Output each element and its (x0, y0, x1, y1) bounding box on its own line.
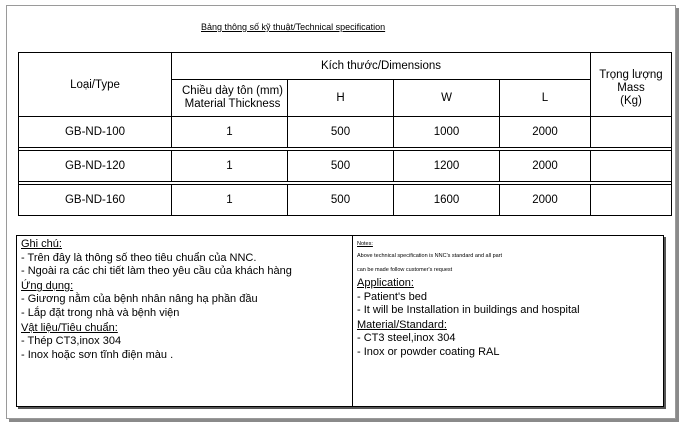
application-line-vi: - Lắp đặt trong nhà và bệnh viện (21, 306, 180, 319)
mass-header-line-2: Mass (617, 82, 645, 94)
material-heading-en: Material/Standard: (357, 318, 447, 331)
h-cell: 500 (288, 117, 394, 148)
material-line-en: - CT3 steel,inox 304 (357, 332, 456, 345)
h-cell: 500 (288, 185, 394, 216)
mass-header (591, 53, 672, 117)
mass-header-line-3: (Kg) (620, 95, 642, 107)
note-line-vi: - Trên đây là thông số theo tiêu chuẩn của NNC. (21, 251, 257, 264)
mass-cell (591, 151, 672, 182)
page-title: Bảng thông số kỹ thuật/Technical specification (201, 22, 386, 32)
type-cell: GB-ND-120 (19, 151, 172, 182)
type-cell: GB-ND-160 (19, 185, 172, 216)
thickness-cell: 1 (172, 117, 288, 148)
thickness-header-line-2: Material Thickness (184, 98, 281, 110)
note-line-en: Above technical specification is NNC's standard and all part (357, 253, 503, 259)
w-cell: 1600 (394, 185, 500, 216)
l-cell: 2000 (500, 185, 591, 216)
mass-header-line-1: Trọng lượng (599, 69, 663, 81)
note-line-vi: - Ngoài ra các chi tiết làm theo yêu cầu của khách hàng (21, 265, 292, 278)
application-line-vi: - Giương nằm của bệnh nhân nâng hạ phần đầu (21, 293, 258, 306)
table-row (19, 117, 672, 148)
thickness-cell: 1 (172, 185, 288, 216)
material-line-en: - Inox or powder coating RAL (357, 345, 500, 358)
spec-table (18, 52, 672, 216)
thickness-cell: 1 (172, 151, 288, 182)
material-line-vi: - Thép CT3,inox 304 (21, 335, 122, 348)
w-header: W (394, 80, 500, 117)
w-cell: 1200 (394, 151, 500, 182)
application-line-en: - Patient's bed (357, 290, 427, 303)
mass-cell (591, 117, 672, 148)
application-heading-en: Application: (357, 277, 414, 289)
l-cell: 2000 (500, 117, 591, 148)
h-cell: 500 (288, 151, 394, 182)
l-cell: 2000 (500, 151, 591, 182)
mass-cell (591, 185, 672, 216)
note-line-en: can be made follow customer's request (357, 267, 453, 273)
notes-english (354, 236, 663, 406)
notes-vietnamese (17, 236, 353, 406)
w-cell: 1000 (394, 117, 500, 148)
thickness-header (172, 80, 288, 117)
material-heading-vi: Vật liệu/Tiêu chuẩn: (21, 321, 118, 334)
note-heading-vi: Ghi chú: (21, 238, 62, 250)
notes-box (16, 235, 664, 407)
note-heading-en: Notes: (357, 241, 373, 247)
dimensions-header: Kích thước/Dimensions (172, 53, 591, 80)
l-header: L (500, 80, 591, 117)
type-cell: GB-ND-100 (19, 117, 172, 148)
type-header: Loại/Type (19, 53, 172, 117)
table-row (19, 185, 672, 216)
application-heading-vi: Ứng dụng: (21, 279, 74, 292)
application-line-en: - It will be Installation in buildings and hospital (357, 304, 580, 317)
h-header: H (288, 80, 394, 117)
thickness-header-line-1: Chiều dày tôn (mm) (182, 85, 283, 97)
material-line-vi: - Inox hoặc sơn tĩnh điện màu . (21, 348, 174, 361)
table-row (19, 151, 672, 182)
